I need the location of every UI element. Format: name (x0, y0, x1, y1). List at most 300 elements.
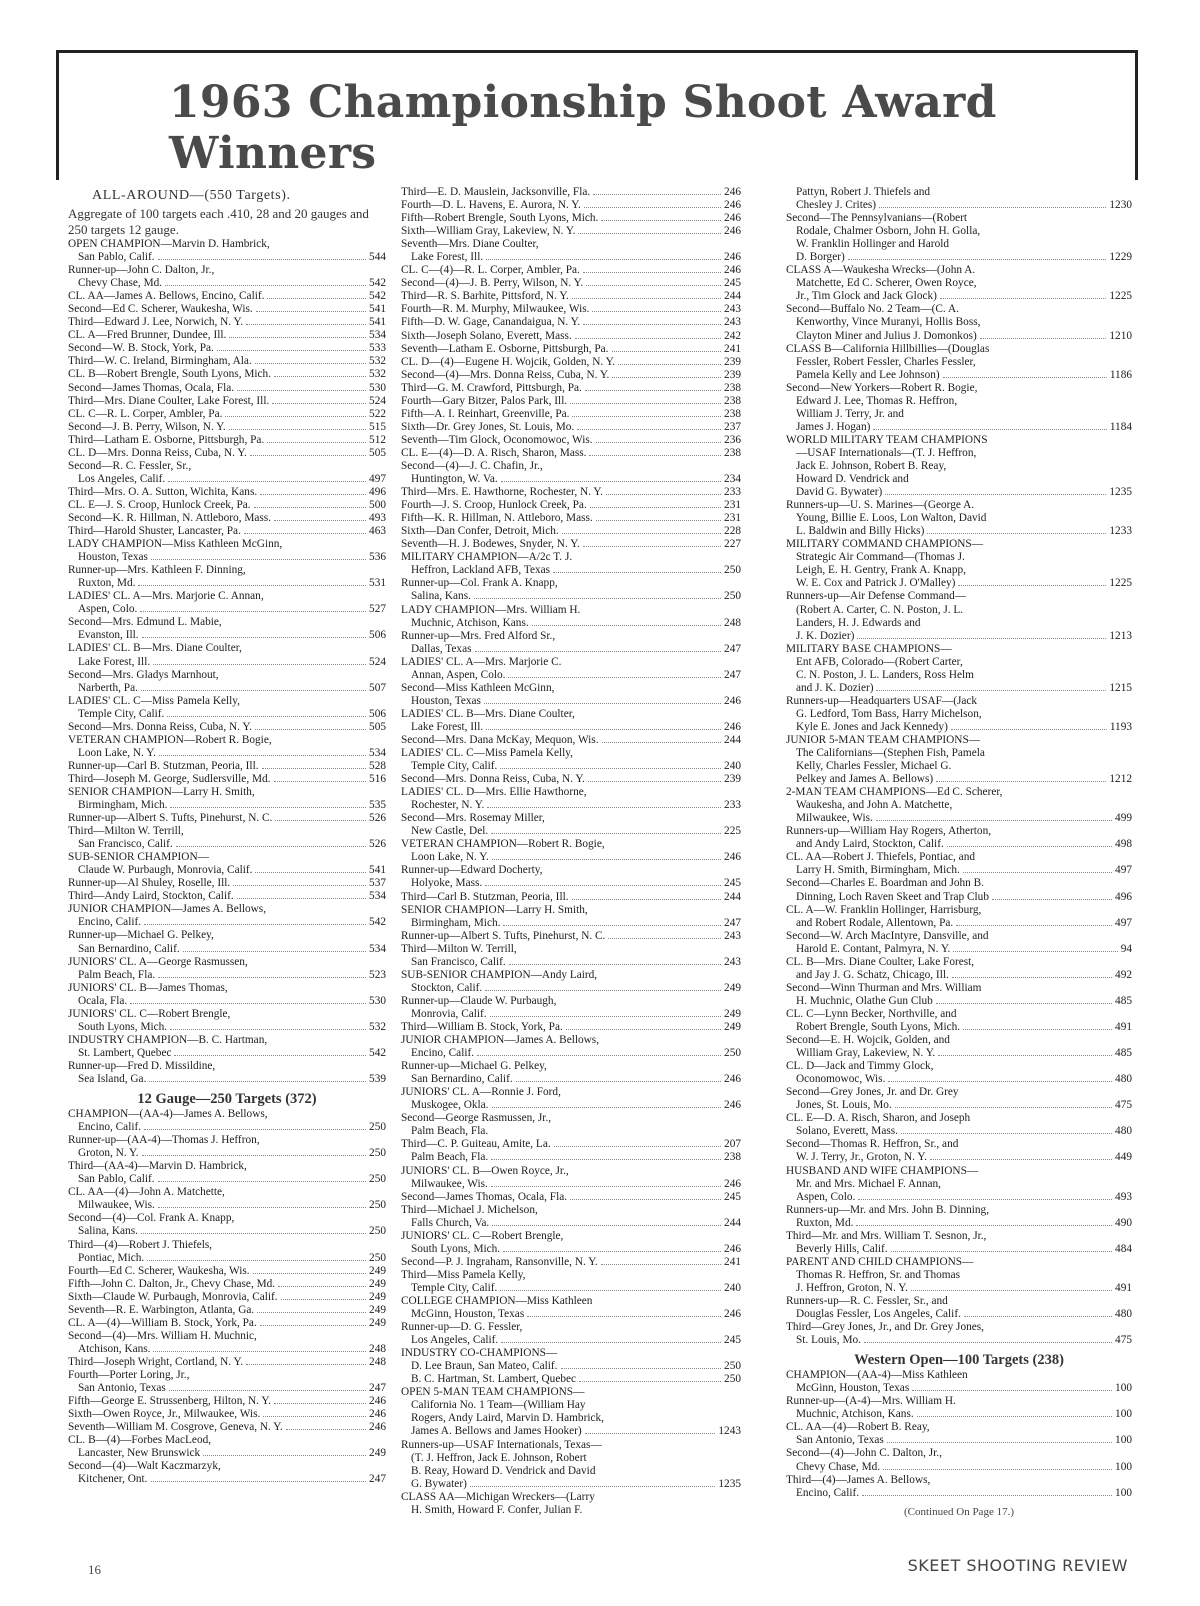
entry-line (786, 408, 1132, 421)
entry-text: Pattyn, Robert J. Thiefels and (796, 186, 931, 198)
award-entry (401, 303, 741, 316)
entry-line (401, 1151, 741, 1164)
award-entry (68, 773, 386, 786)
award-entry (401, 1269, 741, 1295)
entry-score: 480 (1115, 1073, 1132, 1086)
entry-score: 500 (369, 498, 386, 511)
entry-line (68, 1278, 386, 1291)
entry-text: Salina, Kans. (411, 590, 471, 603)
entry-text: Third—Harold Shuster, Lancaster, Pa. (68, 525, 241, 538)
entry-line (401, 1034, 741, 1047)
entry-score: 100 (1115, 1434, 1132, 1447)
entry-line (786, 499, 1132, 512)
award-entry (401, 225, 741, 238)
dot-leader (956, 925, 1112, 926)
entry-score: 248 (369, 1342, 386, 1355)
award-entry (68, 1460, 386, 1486)
entry-text: Second—James Thomas, Ocala, Fla. (68, 381, 235, 394)
entry-text: Third—Joseph Wright, Cortland, N. Y. (68, 1355, 244, 1368)
entry-score: 250 (369, 1251, 386, 1264)
entry-line (401, 486, 741, 499)
entry-text: Second—(4)—Col. Frank A. Knapp, (68, 1212, 235, 1225)
entry-text: New Castle, Del. (411, 825, 489, 838)
entry-text: Runners-up—USAF Internationals, Texas— (401, 1438, 602, 1451)
title-banner (56, 50, 1138, 180)
entry-text: HUSBAND AND WIFE CHAMPIONS— (786, 1164, 979, 1177)
entry-line (786, 786, 1132, 799)
entry-line (401, 421, 741, 434)
entry-text: CL. C—R. L. Corper, Ambler, Pa. (68, 407, 223, 420)
section-heading: ALL-AROUND—(550 Targets). (92, 188, 291, 203)
entry-text: Second—New Yorkers—Robert R. Bogie, (786, 381, 978, 394)
entry-text: Third—E. D. Mauslein, Jacksonville, Fla. (401, 186, 591, 198)
entry-text: LADY CHAMPION—Miss Kathleen McGinn, (68, 538, 283, 551)
dot-leader (229, 429, 366, 430)
award-entry (401, 343, 741, 356)
dot-leader (141, 690, 366, 691)
entry-score: 475 (1115, 1334, 1132, 1347)
entry-text: CL. A—(4)—William B. Stock, York, Pa. (68, 1316, 257, 1329)
entry-line (786, 434, 1132, 447)
entry-line (786, 1008, 1132, 1021)
entry-score: 100 (1115, 1460, 1132, 1473)
entry-line (401, 773, 741, 786)
entry-text: Ent AFB, Colorado—(Robert Carter, (796, 655, 963, 668)
entry-text: Runner-up—Claude W. Purbaugh, (401, 994, 557, 1007)
entry-text: San Bernardino, Calif. (78, 942, 180, 955)
entry-text: Runner-up—John C. Dalton, Jr., (68, 264, 215, 277)
entry-text: Lake Forest, Ill. (411, 251, 484, 264)
entry-text: Third—Milton W. Terrill, (401, 942, 517, 955)
dot-leader (527, 1316, 721, 1317)
entry-line (401, 499, 741, 512)
entry-text: D. Lee Braun, San Mateo, Calif. (411, 1360, 558, 1373)
award-entry (401, 1165, 741, 1191)
award-entry (68, 395, 386, 408)
entry-line (401, 1112, 741, 1125)
entry-score: 243 (724, 316, 741, 329)
entry-score: 233 (724, 799, 741, 812)
entry-text: Los Angeles, Calif. (411, 1334, 499, 1347)
entry-text: CL. AA—James A. Bellows, Encino, Calif. (68, 290, 265, 303)
page-number: 16 (88, 1562, 101, 1577)
entry-text: Seventh—R. E. Warbington, Atlanta, Ga. (68, 1303, 255, 1316)
award-entry (401, 1256, 741, 1269)
dot-leader (612, 351, 722, 352)
entry-line (401, 303, 741, 316)
dot-leader (562, 533, 721, 534)
entry-text: VETERAN CHAMPION—Robert R. Bogie, (401, 838, 605, 851)
award-entry (401, 682, 741, 708)
entry-text: and Robert Rodale, Allentown, Pa. (796, 916, 954, 929)
entry-line (786, 1165, 1132, 1178)
entry-score: 250 (369, 1173, 386, 1186)
award-entry (786, 1086, 1132, 1112)
entry-text: LADIES' CL. C—Miss Pamela Kelly, (401, 747, 574, 760)
entry-text: L. Baldwin and Billy Hicks) (796, 525, 925, 538)
entry-line (68, 1021, 386, 1034)
entry-text: Sea Island, Ga. (78, 1073, 147, 1085)
award-entry (401, 186, 741, 199)
entry-score: 247 (724, 642, 741, 655)
dot-leader (174, 1055, 366, 1056)
entry-line (786, 460, 1132, 473)
dot-leader (170, 1029, 366, 1030)
entry-line (401, 1243, 741, 1256)
entry-text: Fifth—A. I. Reinhart, Greenville, Pa. (401, 407, 570, 420)
entry-text: Runners-up—R. C. Fessler, Sr., and (786, 1294, 948, 1307)
entry-score: 516 (369, 772, 386, 785)
award-entry (68, 447, 386, 460)
entry-line (401, 995, 741, 1008)
award-entry (401, 838, 741, 864)
entry-text: Third—Edward J. Lee, Norwich, N. Y. (68, 316, 244, 329)
entry-text: CL. B—(4)—Forbes MacLeod, (68, 1434, 212, 1447)
entry-text: McGinn, Houston, Texas (411, 1308, 525, 1321)
entry-line (401, 1360, 741, 1373)
entry-line (401, 382, 741, 395)
award-entry (68, 303, 386, 316)
entry-score: 246 (724, 251, 741, 264)
entry-text: Kelly, Charles Fessler, Michael G. (796, 760, 952, 773)
entry-text: Howard D. Vendrick and (796, 473, 909, 486)
entry-text: (Robert A. Carter, C. N. Poston, J. L. (796, 603, 964, 616)
entry-score: 1225 (1109, 290, 1132, 303)
entry-line (401, 290, 741, 303)
entry-text: G. Ledford, Tom Bass, Harry Michelson, (796, 707, 982, 720)
entry-line (401, 1347, 741, 1360)
entry-text: CL. AA—(4)—John A. Matchette, (68, 1186, 225, 1199)
dot-leader (586, 285, 721, 286)
entry-score: 541 (369, 303, 386, 316)
entry-score: 233 (724, 486, 741, 499)
entry-line (786, 825, 1132, 838)
dot-leader (570, 403, 721, 404)
entry-line (786, 708, 1132, 721)
entry-line (401, 604, 741, 617)
entry-line (401, 825, 741, 838)
dot-leader (592, 311, 721, 312)
entry-line (401, 956, 741, 969)
dot-leader (144, 924, 366, 925)
dot-leader (584, 207, 721, 208)
entry-text: Palm Beach, Fla. (411, 1125, 489, 1138)
award-entry (68, 1317, 386, 1330)
entry-score: 239 (724, 355, 741, 368)
entry-line (786, 395, 1132, 408)
entry-score: 250 (369, 1199, 386, 1212)
entry-text: C. N. Poston, J. L. Landers, Ross Helm (796, 668, 974, 681)
entry-score: 493 (1115, 1190, 1132, 1203)
entry-line (401, 212, 741, 225)
entry-line (786, 943, 1132, 956)
entry-line (786, 838, 1132, 851)
entry-text: Rogers, Andy Laird, Marvin D. Hambrick, (411, 1412, 604, 1425)
entry-text: SUB-SENIOR CHAMPION—Andy Laird, (401, 968, 598, 981)
entry-line (786, 956, 1132, 969)
entry-line (68, 799, 386, 812)
dot-leader (250, 455, 366, 456)
dot-leader (254, 507, 366, 508)
entry-line (401, 395, 741, 408)
dot-leader (484, 703, 721, 704)
entry-text: Milwaukee, Wis. (78, 1199, 155, 1212)
entry-line (68, 1186, 386, 1199)
entry-text: LADIES' CL. B—Mrs. Diane Coulter, (401, 707, 575, 720)
award-entry (401, 930, 741, 943)
award-entry (786, 590, 1132, 642)
dot-leader (508, 677, 721, 678)
entry-line (401, 760, 741, 773)
entry-line (68, 642, 386, 655)
entry-text: Second—James Thomas, Ocala, Fla. (401, 1190, 568, 1203)
entry-line (68, 1408, 386, 1421)
entry-score: 239 (724, 773, 741, 786)
dot-leader (286, 1429, 366, 1430)
entry-text: Runner-up—Carl B. Stutzman, Peoria, Ill. (68, 759, 259, 772)
entry-line (68, 1291, 386, 1304)
entry-score: 237 (724, 420, 741, 433)
entry-score: 246 (724, 1073, 741, 1086)
entry-text: Monrovia, Calif. (411, 1007, 487, 1020)
entry-line (786, 277, 1132, 290)
entry-text: Lancaster, New Brunswick (78, 1447, 201, 1460)
entry-line (401, 786, 741, 799)
dot-leader (142, 1155, 366, 1156)
dot-leader (848, 259, 1107, 260)
entry-text: JUNIORS' CL. B—Owen Royce, Jr., (401, 1164, 569, 1177)
entry-score: 499 (1115, 812, 1132, 825)
entry-score: 506 (369, 707, 386, 720)
dot-leader (274, 520, 366, 521)
entry-text: H. Smith, Howard F. Confer, Julian F. (411, 1503, 583, 1516)
entry-text: Sixth—William Gray, Lakeview, N. Y. (401, 225, 576, 238)
dot-leader (572, 298, 721, 299)
entry-text: Runner-up—Col. Frank A. Knapp, (401, 577, 558, 590)
entry-score: 100 (1115, 1382, 1132, 1395)
award-entry (401, 356, 741, 369)
entry-text: G. Bywater) (411, 1477, 467, 1490)
dot-leader (491, 833, 721, 834)
award-entry (401, 604, 741, 630)
entry-line (401, 747, 741, 760)
award-entry (401, 1321, 741, 1347)
award-entry (401, 734, 741, 747)
entry-line (68, 355, 386, 368)
entry-text: CL. C—Lynn Becker, Northville, and (786, 1007, 957, 1020)
entry-line (68, 421, 386, 434)
section-subheading: Aggregate of 100 targets each .410, 28 and 20 gauges and 250 targets 12 gauge. (68, 206, 369, 237)
entry-score: 537 (369, 877, 386, 890)
entry-text: Leigh, E. H. Gentry, Frank A. Knapp, (796, 564, 966, 577)
award-entry (68, 264, 386, 290)
dot-leader (233, 885, 366, 886)
award-entry (786, 264, 1132, 303)
entry-line (401, 1504, 741, 1517)
entry-line (401, 277, 741, 290)
award-entry (786, 734, 1132, 786)
entry-line (401, 512, 741, 525)
entry-line (786, 1060, 1132, 1073)
entry-score: 542 (369, 290, 386, 303)
entry-text: Second—J. B. Perry, Wilson, N. Y. (68, 420, 226, 433)
dot-leader (159, 755, 366, 756)
entry-score: 528 (369, 759, 386, 772)
award-entry (68, 616, 386, 642)
entry-text: W. J. Terry, Jr., Groton, N. Y. (796, 1151, 927, 1164)
award-entry (786, 695, 1132, 734)
entry-line (401, 1478, 741, 1491)
dot-leader (951, 729, 1107, 730)
entry-line (786, 799, 1132, 812)
award-entry (68, 499, 386, 512)
entry-line (401, 851, 741, 864)
dot-leader (176, 846, 366, 847)
entry-score: 245 (724, 277, 741, 290)
entry-line (68, 473, 386, 486)
award-entry (68, 512, 386, 525)
entry-line (68, 760, 386, 773)
entry-score: 532 (369, 1020, 386, 1033)
entry-text: Chesley J. Crites) (796, 199, 877, 212)
dot-leader (964, 1316, 1112, 1317)
entry-line (401, 1295, 741, 1308)
entry-line (401, 1321, 741, 1334)
entry-text: JUNIOR 5-MAN TEAM CHAMPIONS— (786, 733, 981, 746)
entry-text: Loon Lake, N. Y. (411, 851, 489, 864)
entry-text: H. Muchnic, Olathe Gun Club (796, 994, 933, 1007)
entry-score: 497 (1115, 916, 1132, 929)
entry-score: 498 (1115, 838, 1132, 851)
entry-text: Ruxton, Md. (78, 577, 136, 590)
entry-line (786, 225, 1132, 238)
entry-score: 496 (369, 485, 386, 498)
entry-line (786, 760, 1132, 773)
entry-text: Aspen, Colo. (796, 1190, 856, 1203)
entry-line (401, 1412, 741, 1425)
section-heading: Western Open—100 Targets (238) (854, 1352, 1064, 1369)
entry-text: Lake Forest, Ill. (411, 720, 484, 733)
entry-line (786, 982, 1132, 995)
award-entry (786, 1395, 1132, 1421)
entry-score: 246 (724, 1242, 741, 1255)
column-1 (68, 186, 386, 1486)
entry-line (68, 1343, 386, 1356)
entry-text: LADIES' CL. C—Miss Pamela Kelly, (68, 694, 241, 707)
award-entry (68, 1356, 386, 1369)
entry-line (401, 930, 741, 943)
entry-line (401, 1334, 741, 1347)
award-entry (786, 1230, 1132, 1256)
entry-text: Second—R. C. Fessler, Sr., (68, 459, 192, 472)
dot-leader (253, 1273, 366, 1274)
entry-text: Second—Grey Jones, Jr. and Dr. Grey (786, 1086, 959, 1099)
entry-text: Encino, Calif. (78, 916, 142, 929)
award-entry (786, 851, 1132, 877)
award-entry (401, 1138, 741, 1151)
entry-score: 534 (369, 890, 386, 903)
dot-leader (246, 324, 366, 325)
entry-text: Atchison, Kans. (78, 1342, 151, 1355)
entry-text: JUNIORS' CL. B—James Thomas, (68, 981, 228, 994)
entry-line (786, 1434, 1132, 1447)
dot-leader (255, 363, 366, 364)
dot-leader (952, 977, 1112, 978)
entry-score: 250 (369, 1147, 386, 1160)
entry-text: Houston, Texas (411, 694, 481, 707)
entry-line (68, 864, 386, 877)
award-entry (68, 486, 386, 499)
entry-text: Third—Milton W. Terrill, (68, 825, 184, 838)
entry-text: J. K. Dozier) (796, 629, 855, 642)
entry-text: Seventh—Mrs. Diane Coulter, (401, 238, 539, 251)
entry-score: 512 (369, 433, 386, 446)
entry-line (401, 408, 741, 421)
dot-leader (873, 429, 1106, 430)
award-entry (68, 421, 386, 434)
entry-text: CHAMPION—(AA-4)—James A. Bellows, (68, 1108, 268, 1121)
entry-text: Second—Mrs. Donna Reiss, Cuba, N. Y. (401, 773, 585, 786)
entry-text: VETERAN CHAMPION—Robert R. Bogie, (68, 733, 272, 746)
entry-text: Thomas R. Heffron, Sr. and Thomas (796, 1268, 960, 1281)
entry-text: Second—Buffalo No. 2 Team—(C. A. (786, 303, 959, 316)
entry-text: CLASS B—California Hillbillies—(Douglas (786, 342, 990, 355)
award-entry (68, 1212, 386, 1238)
entry-text: McGinn, Houston, Texas (796, 1382, 910, 1395)
entry-line (68, 590, 386, 603)
entry-score: 250 (724, 1373, 741, 1386)
entry-line (401, 904, 741, 917)
entry-line (68, 669, 386, 682)
entry-text: Third—(4)—James A. Bellows, (786, 1473, 931, 1486)
entry-score: 1212 (1109, 773, 1132, 786)
entry-line (786, 447, 1132, 460)
award-entry (786, 1138, 1132, 1164)
entry-text: WORLD MILITARY TEAM CHAMPIONS (786, 433, 988, 446)
entry-line (68, 525, 386, 538)
entry-line (401, 695, 741, 708)
entry-score: 238 (724, 394, 741, 407)
entry-text: Claude W. Purbaugh, Monrovia, Calif. (78, 864, 253, 877)
entry-score: 541 (369, 864, 386, 877)
entry-line (786, 1191, 1132, 1204)
dot-leader (260, 1325, 366, 1326)
award-entry (401, 330, 741, 343)
award-entry (401, 382, 741, 395)
entry-text: Muchnic, Atchison, Kans. (796, 1408, 914, 1421)
entry-text: Harold E. Contant, Palmyra, N. Y. (796, 942, 951, 955)
award-entry (68, 1278, 386, 1291)
entry-text: Runner-up—Michael G. Pelkey, (68, 929, 214, 942)
entry-line (786, 969, 1132, 982)
award-entry (401, 1204, 741, 1230)
entry-text: Fourth—J. S. Croop, Hunlock Creek, Pa. (401, 499, 587, 512)
entry-line (68, 1252, 386, 1265)
entry-score: 246 (724, 186, 741, 198)
entry-score: 541 (369, 316, 386, 329)
entry-text: LADIES' CL. B—Mrs. Diane Coulter, (68, 642, 242, 655)
entry-text: Runner-up—D. G. Fessler, (401, 1321, 523, 1334)
entry-line (786, 851, 1132, 864)
entry-line (401, 1386, 741, 1399)
award-entry (68, 1160, 386, 1186)
entry-text: Sixth—Claude W. Purbaugh, Monrovia, Calif. (68, 1290, 278, 1303)
entry-score: 100 (1115, 1486, 1132, 1499)
entry-text: Second—W. Arch MacIntyre, Dansville, and (786, 929, 989, 942)
entry-text: Edward J. Lee, Thomas R. Heffron, (796, 394, 958, 407)
entry-line (401, 1021, 741, 1034)
entry-text: Palm Beach, Fla. (78, 968, 156, 981)
